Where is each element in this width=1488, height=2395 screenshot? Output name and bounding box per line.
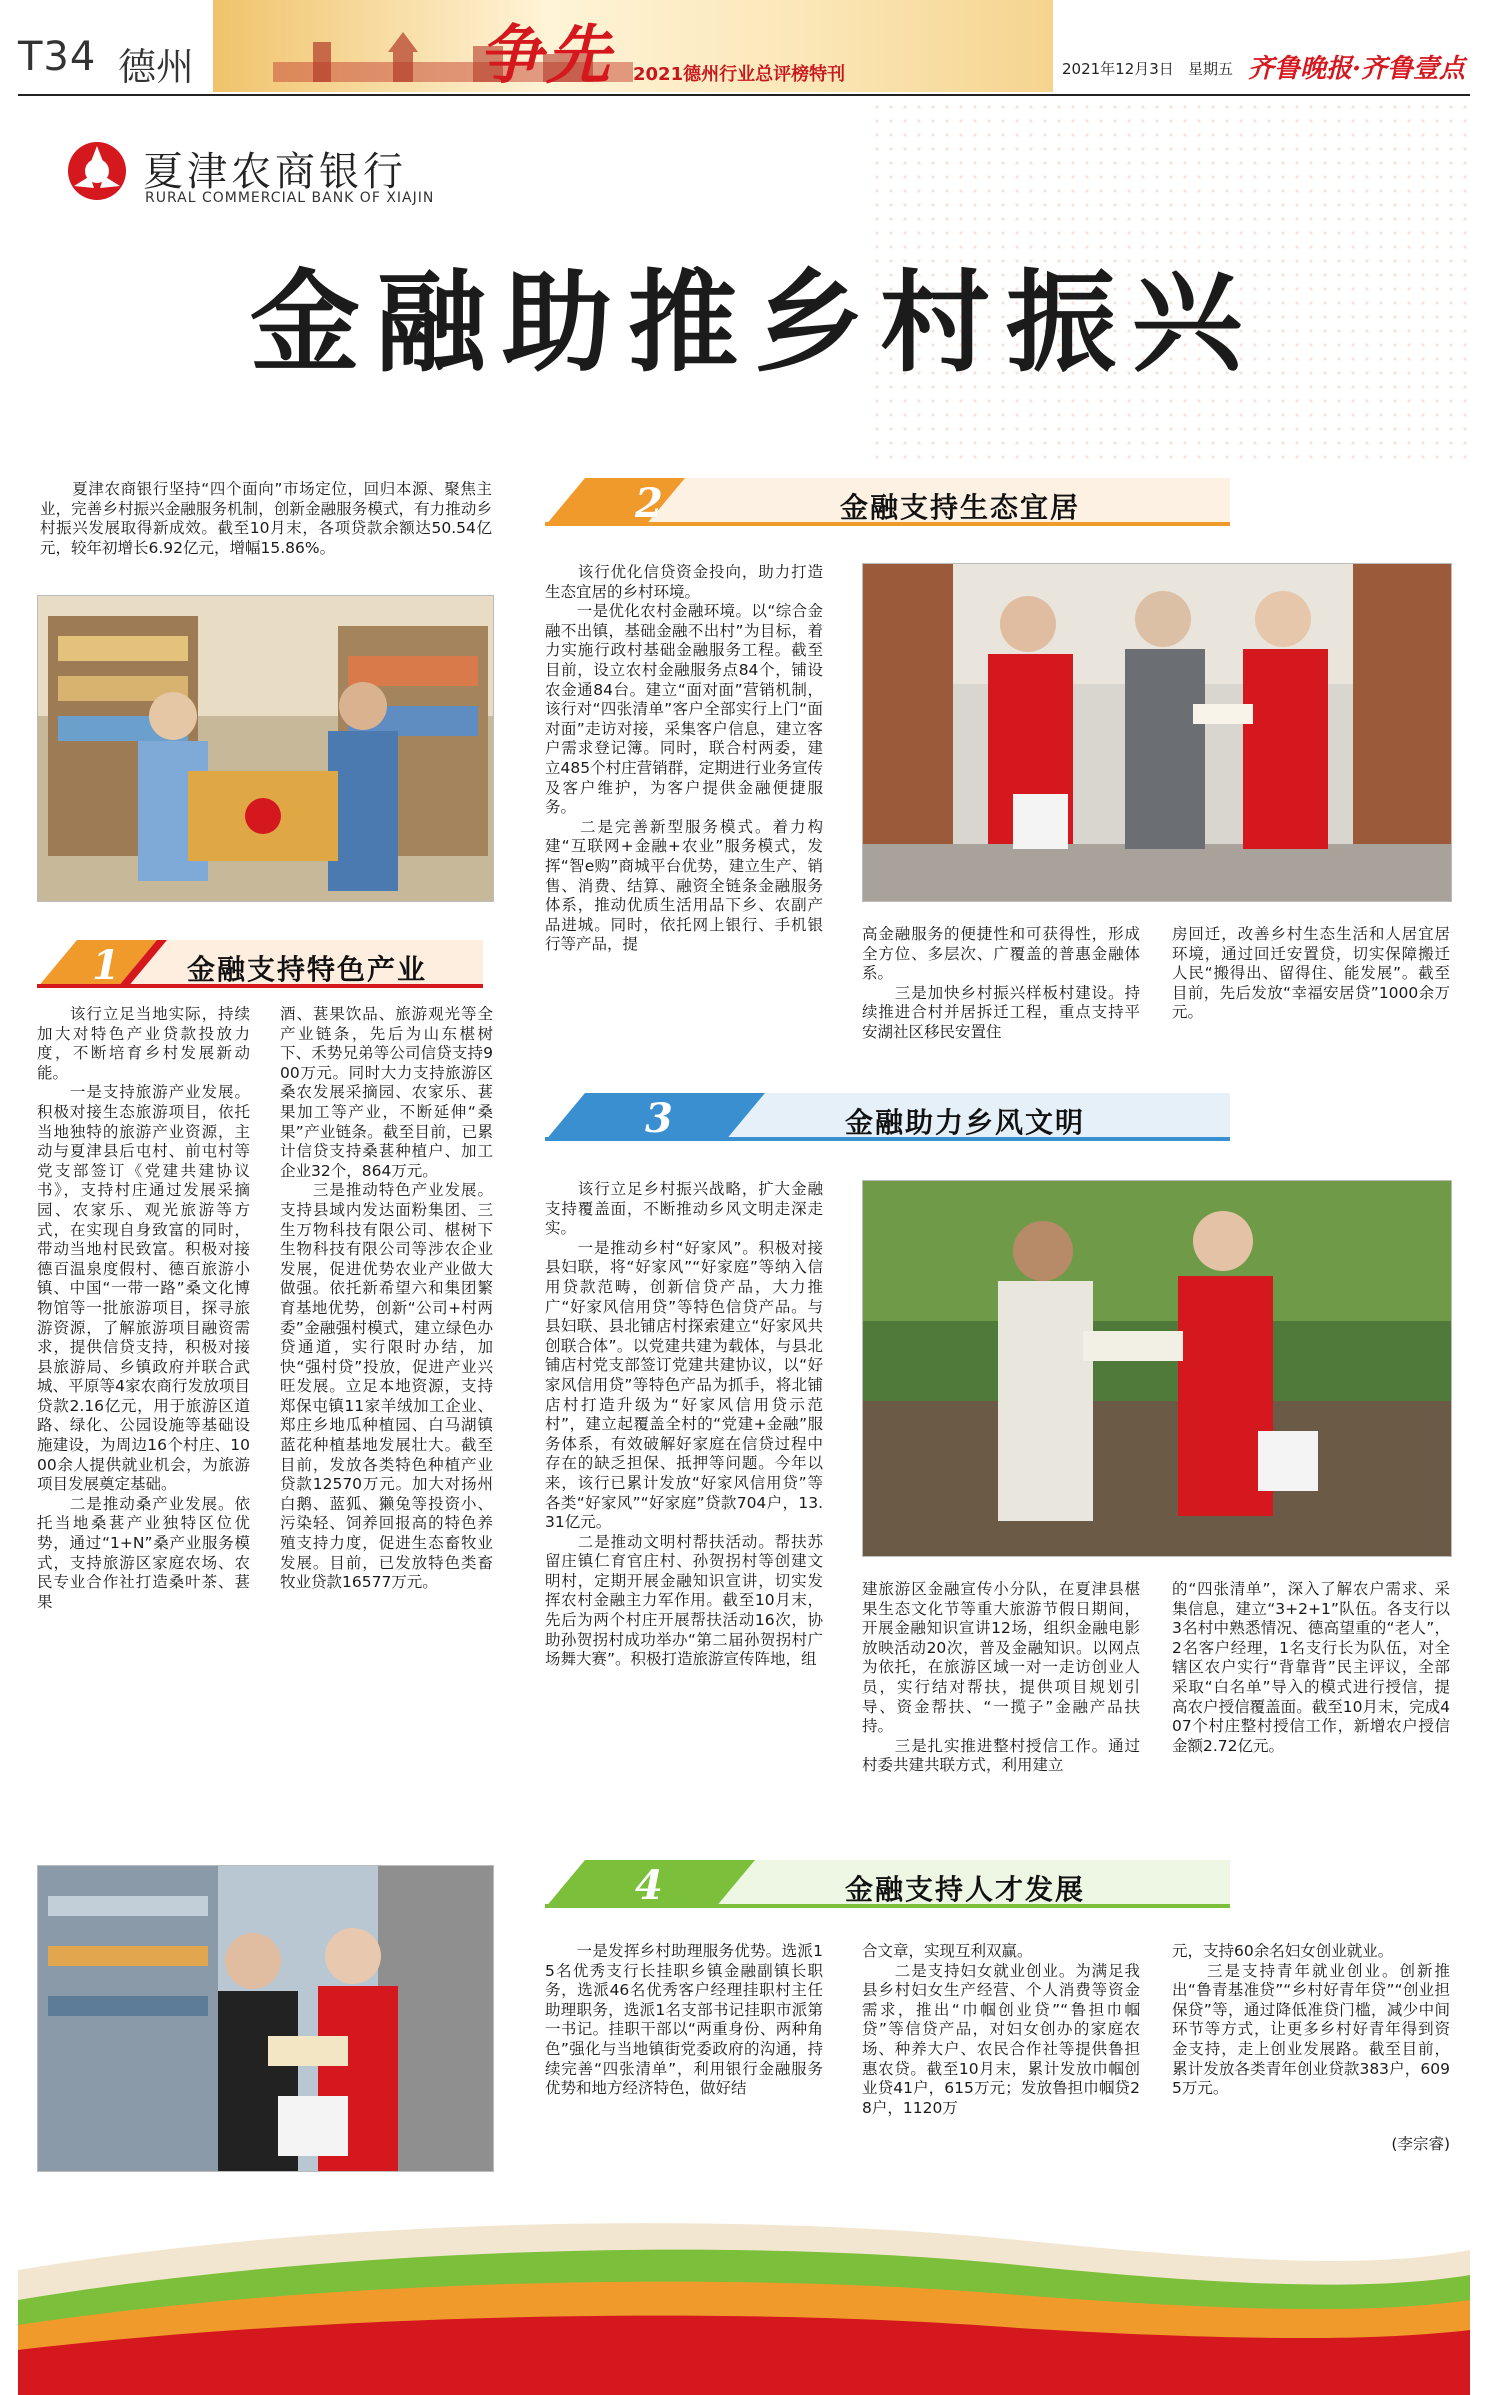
byline: (李宗睿) <box>1391 2135 1450 2153</box>
banner-subtitle: 2021德州行业总评榜特刊 <box>633 64 846 85</box>
section-2-column-3: 房回迁，改善乡村生态生活和人居宜居环境，通过回迁安置贷，切实保障搬迁人民“搬得出、留得住、能发展”。截至目前，先后发放“幸福安居贷”1000余万元。 <box>1172 925 1450 1022</box>
intro-paragraph: 夏津农商银行坚持“四个面向”市场定位，回归本源、聚焦主业，完善乡村振兴金融服务机制，创新金融服务模式，有力推动乡村振兴发展取得新成效。截至10月末，各项贷款余额达50.54亿元，较年初增长6.92亿元，增幅15.86%。 <box>40 480 492 557</box>
section-number: 1 <box>92 942 120 989</box>
section-3-column-3: 的“四张清单”，深入了解农户需求、采集信息，建立“3+2+1”队伍。各支行以3名村中熟悉情况、德高望重的“老人”，2名客户经理，1名支行长为队伍，对全辖区农户实行“背靠背”民主评议，全部采取“白名单”导入的模式进行授信，提高农户授信覆盖面。截至10月末，完成407个村庄整村授信工作，新增农户授信金额2.72亿元。 <box>1172 1580 1450 1755</box>
bank-name-cn: 夏津农商银行 <box>143 149 407 195</box>
section-1-column-1: 该行立足当地实际，持续加大对特色产业贷款投放力度，不断培育乡村发展新动能。 一是支持旅游产业发展。积极对接生态旅游项目，依托当地独特的旅游产业资源，主动与夏津县后屯村、前屯村等党支部签订《党建共建协议书》，支持村庄通过发展采摘园、农家乐、观光旅游等方式，在实现自身致富的同时，带动当地村民致富。积极对接德百温泉度假村、德百旅游小镇、中国“一带一路”桑文化博物馆等一批旅游项目，探寻旅游资源，了解旅游项目融资需求，提供信贷支持，积极对接县旅游局、乡镇政府并联合武城、平原等4家农商行发放项目贷款2.16亿元，用于旅游区道路、绿化、公园设施等基础设施建设，为周边16个村庄、1000余人提供就业机会，为旅游项目发展奠定基础。 二是推动桑产业发展。依托当地桑葚产业独特区位优势，通过“1+N”桑产业服务模式，支持旅游区家庭农场、农民专业合作社打造桑叶茶、葚果 <box>37 1005 250 1611</box>
page-number: T34 <box>18 34 97 80</box>
photo-shop-handover <box>37 595 494 902</box>
section-title: 金融支持人才发展 <box>845 1873 1086 1906</box>
section-header-1 <box>37 940 483 990</box>
section-header-4 <box>545 1860 1230 1910</box>
headline: 金融助推乡村振兴 <box>250 259 1258 387</box>
section-title: 金融助力乡风文明 <box>845 1106 1086 1139</box>
section-number: 2 <box>635 480 663 527</box>
section-2-column-2: 高金融服务的便捷性和可获得性，形成全方位、多层次、广覆盖的普惠金融体系。 三是加快乡村振兴样板村建设。持续推进合村并居拆迁工程，重点支持平安湖社区移民安置住 <box>862 925 1140 1041</box>
section-4-column-2: 合文章，实现互利双赢。 二是支持妇女就业创业。为满足我县乡村妇女生产经营、个人消费等资金需求，推出“巾帼创业贷”“鲁担巾帼贷”等信贷产品，对妇女创办的家庭农场、种养大户、农民合作社等提供鲁担惠农贷。截至10月末，累计发放巾帼创业贷41户，615万元；发放鲁担巾帼贷28户，1120万 <box>862 1942 1140 2117</box>
issue-weekday: 星期五 <box>1188 60 1234 78</box>
section-3-column-1: 该行立足乡村振兴战略，扩大金融支持覆盖面，不断推动乡风文明走深走实。 一是推动乡村“好家风”。积极对接县妇联，将“好家风”“好家庭”等纳入信用贷款范畴，创新信贷产品，大力推广“好家风信用贷”等特色信贷产品。与县妇联、县北铺店村探索建立“好家风共创联合体”。以党建共建为载体，与县北铺店村党支部签订党建共建协议，以“好家风信用贷”等特色产品为抓手，将北铺店村打造升级为“好家风信用贷示范村”，建立起覆盖全村的“党建+金融”服务体系，有效破解好家庭在信贷过程中存在的缺乏担保、抵押等问题。今年以来，该行已累计发放“好家风信用贷”等各类“好家风”“好家庭”贷款704户，13.31亿元。 二是推动文明村帮扶活动。帮扶苏留庄镇仁育官庄村、孙贺拐村等创建文明村，定期开展金融知识宣讲，切实发挥农村金融主力军作用。截至10月末，先后为两个村庄开展帮扶活动16次，协助孙贺拐村成功举办“第二届孙贺拐村广场舞大赛”。积极打造旅游宣传阵地，组 <box>545 1180 823 1669</box>
decorative-ribbon <box>18 2180 1470 2395</box>
section-header-2 <box>545 478 1230 528</box>
section-1-column-2: 酒、葚果饮品、旅游观光等全产业链条，先后为山东椹树下、禾势兄弟等公司信贷支持900万元。同时大力支持旅游区桑农发展采摘园、农家乐、葚果加工等产业，不断延伸“桑果”产业链条。截至目前，已累计信贷支持桑葚种植户、加工企业32个，864万元。 三是推动特色产业发展。支持县域内发达面粉集团、三生万物科技有限公司、椹树下生物科技有限公司等涉农企业发展，促进优势农业产业做大做强。依托新希望六和集团繁育基地优势，创新“公司+村两委”金融强村模式，建立绿色办贷通道，实行限时办结，加快“强村贷”投放，促进产业兴旺发展。立足本地资源，支持郑保屯镇11家羊绒加工企业、郑庄乡地瓜种植园、白马湖镇蓝花种植基地发展壮大。截至目前，发放各类特色种植产业贷款12570万元。加大对扬州白鹅、蓝狐、獭兔等投资小、污染轻、饲养回报高的特色养殖支持力度，促进生态畜牧业发展。目前，已发放特色类畜牧业贷款16577万元。 <box>280 1005 493 1592</box>
section-4-column-3: 元，支持60余名妇女创业就业。 三是支持青年就业创业。创新推出“鲁青基准贷”“乡村好青年贷”“创业担保贷”等，通过降低准贷门槛，减少中间环节等方式，让更多乡村好青年得到资金支持，走上创业发展路。截至目前，累计发放各类青年创业贷款383户，6095万元。 <box>1172 1942 1450 2098</box>
edition-city: 德州 <box>118 45 195 89</box>
section-2-column-1: 该行优化信贷资金投向，助力打造生态宜居的乡村环境。 一是优化农村金融环境。以“综合金融不出镇，基础金融不出村”为目标，着力实施行政村基础金融服务工程。截至目前，设立农村金融服务点84个，铺设农金通84台。建立“面对面”营销机制，该行对“四张清单”客户全部实行上门“面对面”走访对接，采集客户信息，建立客户需求登记簿。同时，联合村两委，建立485个村庄营销群，定期进行业务宣传及客户维护，为客户提供金融便捷服务。 二是完善新型服务模式。着力构建“互联网+金融+农业”服务模式，发挥“智e购”商城平台优势，建立生产、销售、消费、结算、融资全链条金融服务体系，推动优质生活用品下乡、农副产品进城。同时，依托网上银行、手机银行等产品，提 <box>545 563 823 954</box>
section-number: 4 <box>635 1862 663 1909</box>
photo-service-visit <box>37 1865 494 2172</box>
section-number: 3 <box>645 1095 673 1142</box>
section-title: 金融支持生态宜居 <box>840 491 1081 524</box>
masthead <box>18 0 1470 96</box>
banner-title: 争先 <box>478 18 614 93</box>
photo-home-visit <box>862 563 1452 902</box>
issue-date: 2021年12月3日 <box>1062 60 1174 78</box>
newspaper-name: 齐鲁晚报·齐鲁壹点 <box>1248 54 1466 84</box>
section-title: 金融支持特色产业 <box>187 953 428 986</box>
section-3-column-2: 建旅游区金融宣传小分队，在夏津县椹果生态文化节等重大旅游节假日期间，开展金融知识宣讲12场，组织金融电影放映活动20次，普及金融知识。以网点为依托，在旅游区域一对一走访创业人员，实行结对帮扶，提供项目规划引导、资金帮扶、“一揽子”金融产品扶持。 三是扎实推进整村授信工作。通过村委共建共联方式，利用建立 <box>862 1580 1140 1775</box>
bank-logo-icon <box>66 140 128 202</box>
photo-field-visit <box>862 1180 1452 1557</box>
bank-name-en: RURAL COMMERCIAL BANK OF XIAJIN <box>145 190 435 206</box>
section-4-column-1: 一是发挥乡村助理服务优势。选派15名优秀支行长挂职乡镇金融副镇长职务，选派46名优秀客户经理挂职村主任助理职务，选派1名支部书记挂职市派第一书记。挂职干部以“两重身份、两种角色”强化与当地镇街党委政府的沟通，持续完善“四张清单”，利用银行金融服务优势和地方经济特色，做好结 <box>545 1942 823 2098</box>
section-header-3 <box>545 1093 1230 1143</box>
